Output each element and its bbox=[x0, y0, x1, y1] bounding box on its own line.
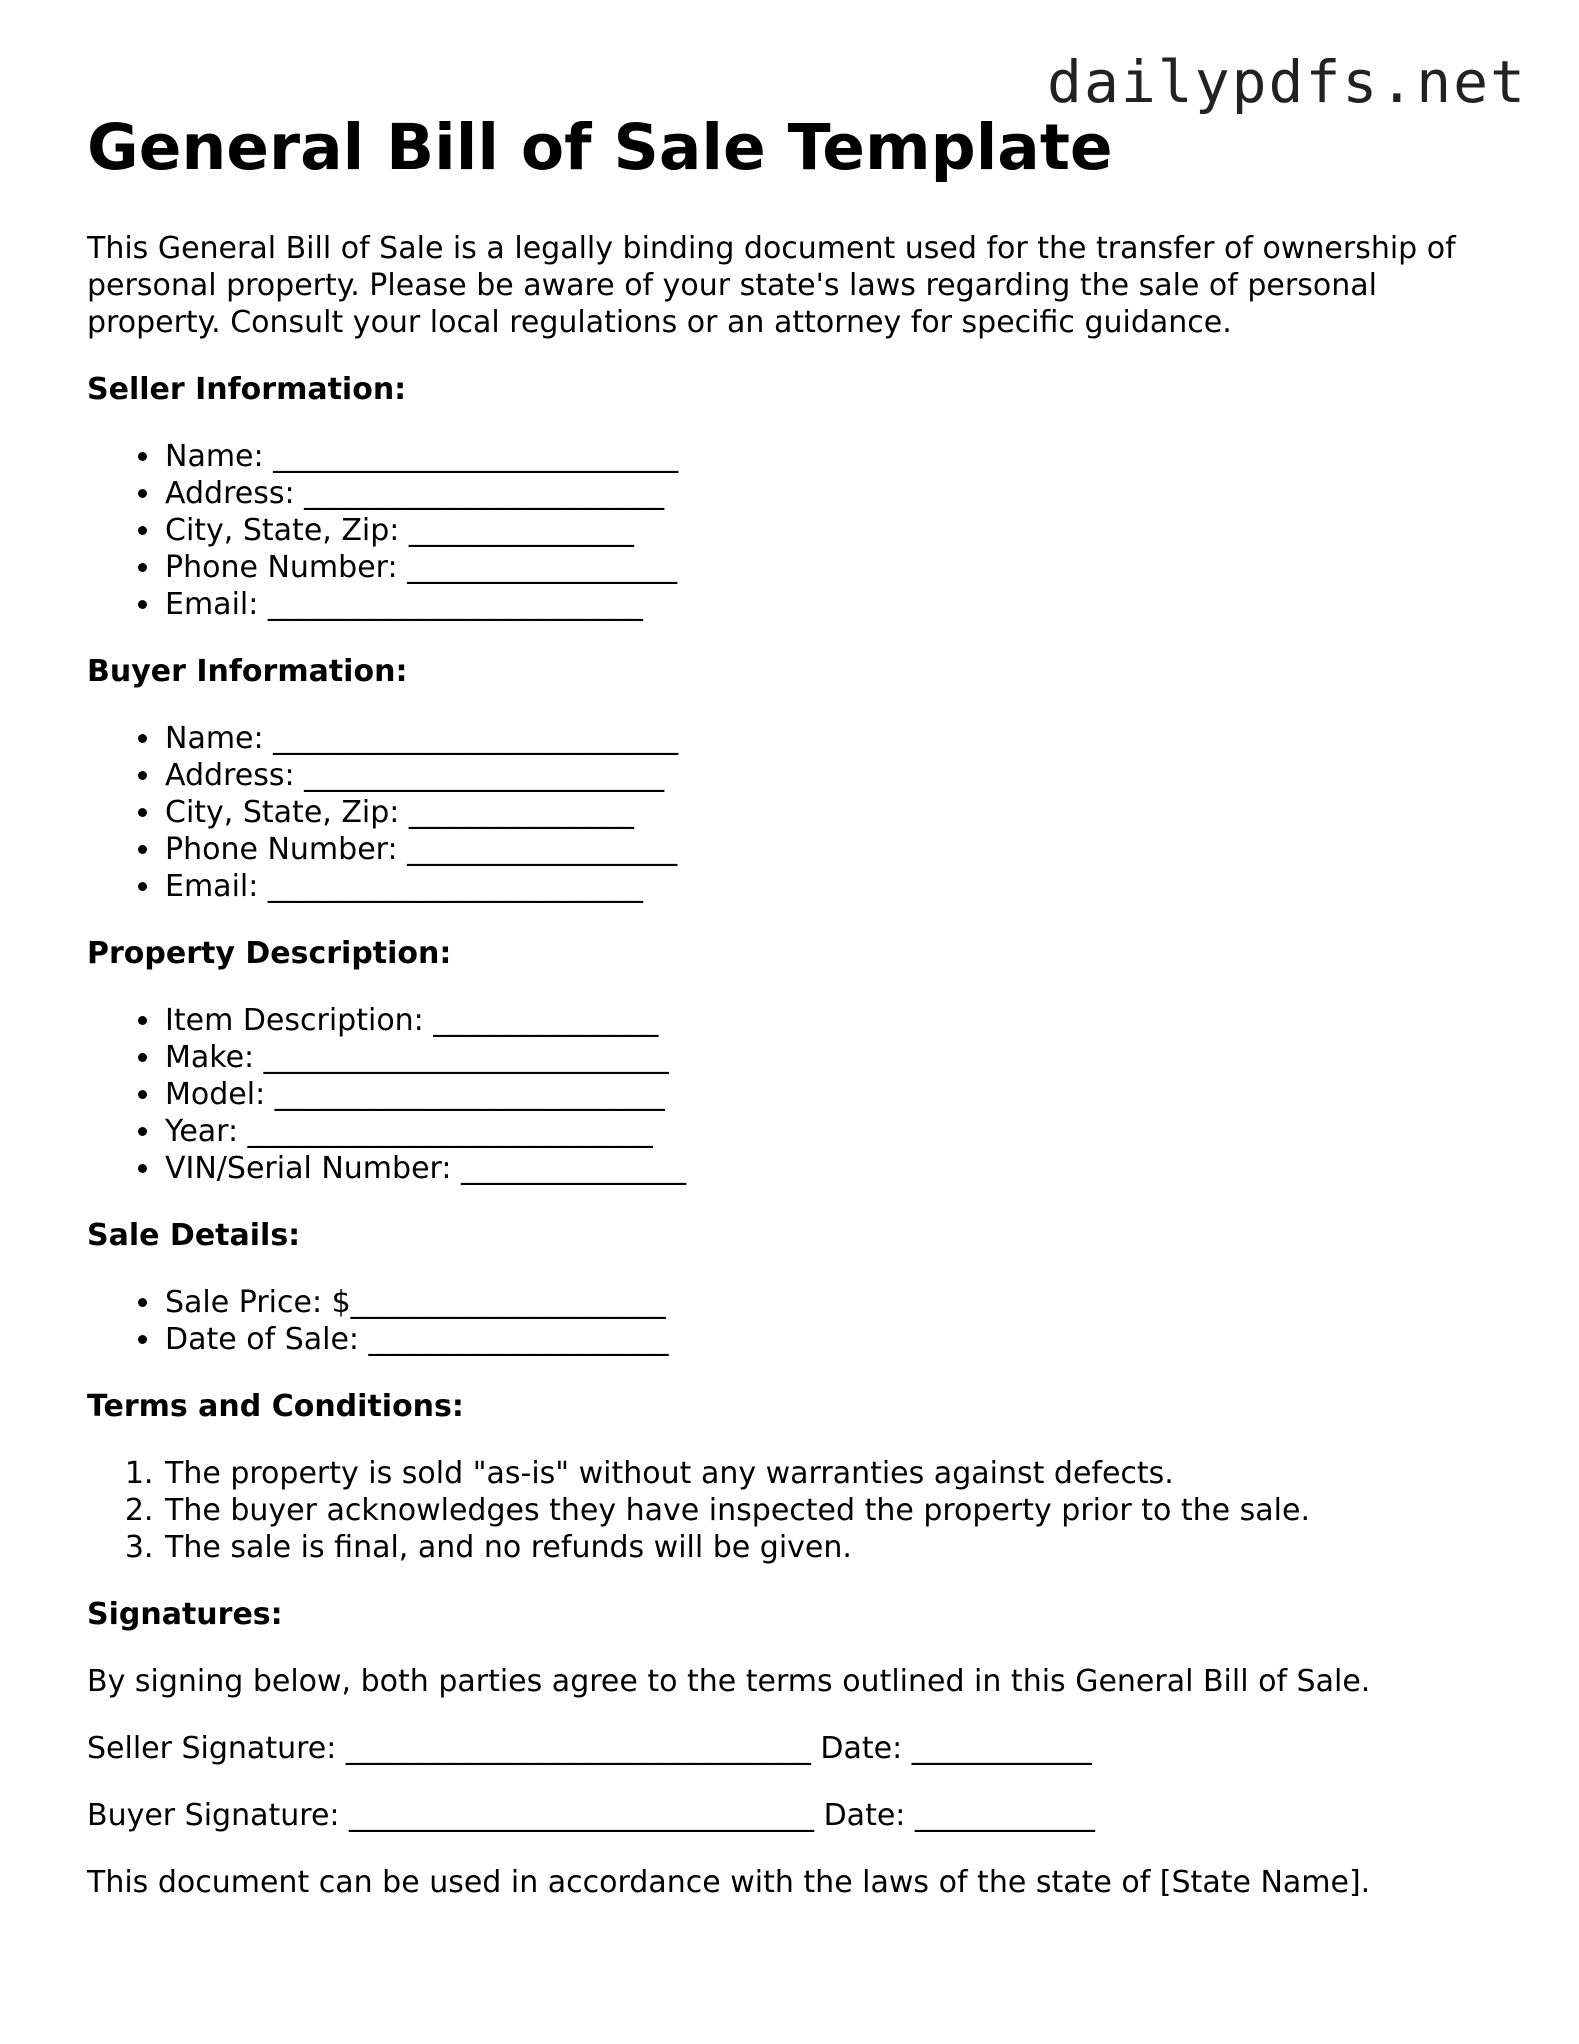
sale-fields-list bbox=[87, 1284, 1507, 1358]
buyer-signature-line: Buyer Signature: _______________________________ Date: ____________ bbox=[87, 1798, 1095, 1833]
footer-note: This document can be used in accordance with the laws of the state of [State Name]. bbox=[87, 1865, 1371, 1900]
property-heading: Property Description: bbox=[87, 936, 452, 971]
terms-list bbox=[87, 1455, 1507, 1566]
model-field: • Model: __________________________ bbox=[163, 1076, 1507, 1113]
buyer-name-field: • Name: ___________________________ bbox=[163, 720, 1507, 757]
year-field: • Year: ___________________________ bbox=[163, 1113, 1507, 1150]
buyer-email-field: • Email: _________________________ bbox=[163, 868, 1507, 905]
sale-details-heading: Sale Details: bbox=[87, 1218, 301, 1253]
intro-paragraph: This General Bill of Sale is a legally binding document used for the transfer of ownership of personal property. Please be aware of your state's laws regarding the sale of personal property. Consult your local regulations or an attorney for specific guidance. bbox=[87, 231, 1456, 340]
term-item: 3. The sale is final, and no refunds will be given. bbox=[163, 1529, 1507, 1566]
signatures-heading: Signatures: bbox=[87, 1597, 283, 1632]
seller-city-state-zip-field: • City, State, Zip: _______________ bbox=[163, 512, 1507, 549]
seller-phone-field: • Phone Number: __________________ bbox=[163, 549, 1507, 586]
seller-fields-list bbox=[87, 438, 1507, 623]
vin-serial-field: • VIN/Serial Number: _______________ bbox=[163, 1150, 1507, 1187]
sale-price-field: • Sale Price: $_____________________ bbox=[163, 1284, 1507, 1321]
seller-email-field: • Email: _________________________ bbox=[163, 586, 1507, 623]
date-of-sale-field: • Date of Sale: ____________________ bbox=[163, 1321, 1507, 1358]
term-item: 1. The property is sold "as-is" without any warranties against defects. bbox=[163, 1455, 1507, 1492]
buyer-address-field: • Address: ________________________ bbox=[163, 757, 1507, 794]
terms-heading: Terms and Conditions: bbox=[87, 1389, 464, 1424]
buyer-phone-field: • Phone Number: __________________ bbox=[163, 831, 1507, 868]
signatures-intro: By signing below, both parties agree to the terms outlined in this General Bill of Sale. bbox=[87, 1664, 1371, 1699]
make-field: • Make: ___________________________ bbox=[163, 1039, 1507, 1076]
seller-name-field: • Name: ___________________________ bbox=[163, 438, 1507, 475]
page-title: General Bill of Sale Template bbox=[87, 111, 1113, 184]
buyer-city-state-zip-field: • City, State, Zip: _______________ bbox=[163, 794, 1507, 831]
buyer-fields-list bbox=[87, 720, 1507, 905]
item-description-field: • Item Description: _______________ bbox=[163, 1002, 1507, 1039]
seller-address-field: • Address: ________________________ bbox=[163, 475, 1507, 512]
seller-heading: Seller Information: bbox=[87, 372, 407, 407]
watermark: dailypdfs.net bbox=[1047, 48, 1527, 116]
property-fields-list bbox=[87, 1002, 1507, 1187]
document-page bbox=[87, 108, 1507, 1901]
seller-signature-line: Seller Signature: _______________________________ Date: ____________ bbox=[87, 1731, 1092, 1766]
term-item: 2. The buyer acknowledges they have inspected the property prior to the sale. bbox=[163, 1492, 1507, 1529]
buyer-heading: Buyer Information: bbox=[87, 654, 408, 689]
